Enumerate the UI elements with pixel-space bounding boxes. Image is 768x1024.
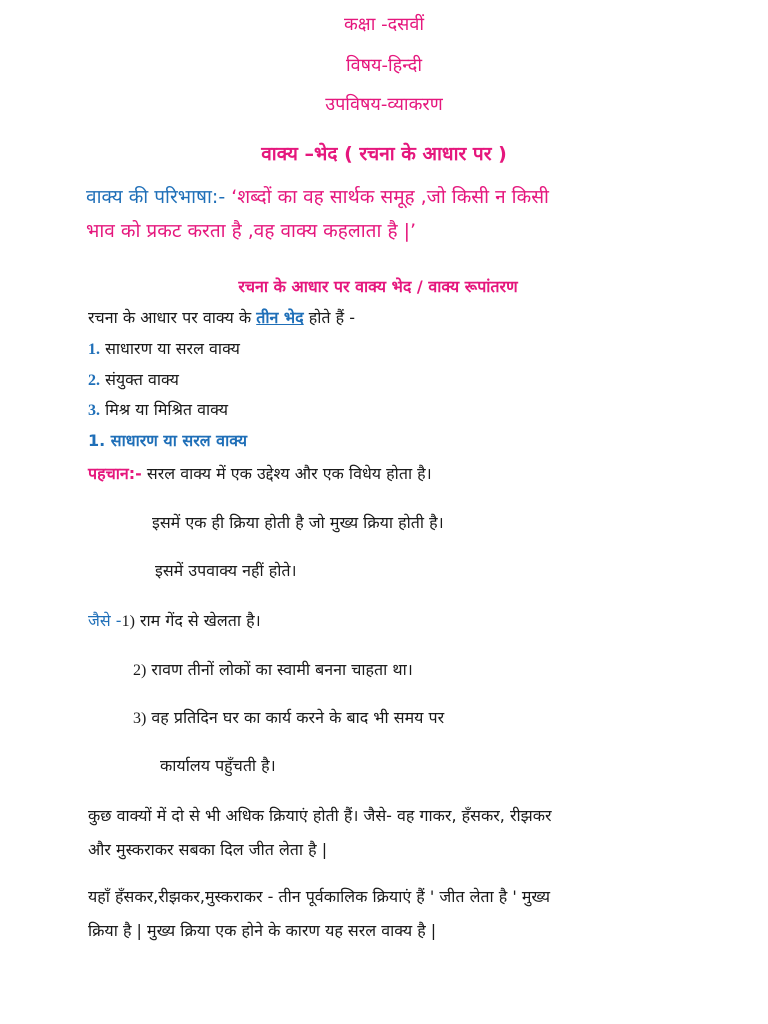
identification-point-3: इसमें उपवाक्य नहीं होते। (155, 561, 297, 580)
example-number: 2) (133, 662, 147, 679)
example-item (133, 706, 444, 728)
intro-before: रचना के आधार पर वाक्य के (88, 308, 257, 327)
example-number: 3) (133, 710, 147, 727)
list-label: मिश्र या मिश्रित वाक्य (100, 400, 228, 419)
identification-point-2: इसमें एक ही क्रिया होती है जो मुख्य क्रिया होती है। (152, 513, 444, 532)
list-label: साधारण या सरल वाक्य (100, 339, 240, 358)
example-item (88, 609, 261, 631)
identification-line (88, 462, 432, 484)
example-text: राम गेंद से खेलता है। (134, 611, 261, 630)
note-paragraph-1-line-1: कुछ वाक्यों में दो से भी अधिक क्रियाएं होती हैं। जैसे- वह गाकर, हँसकर, रीझकर (88, 806, 552, 825)
definition-line-1 (86, 183, 549, 209)
subject-line: विषय-हिन्दी (345, 55, 422, 76)
identification-label: पहचान:- (88, 464, 142, 483)
definition-label: वाक्य की परिभाषा:- (86, 186, 226, 208)
definition-text-2: भाव को प्रकट करता है ,वह वाक्य कहलाता है |’ (86, 220, 417, 242)
examples-label: जैसे - (88, 611, 122, 630)
list-item (88, 398, 228, 420)
class-line: कक्षा -दसवीं (343, 14, 424, 35)
subtopic-line: उपविषय-व्याकरण (325, 94, 443, 115)
example-continuation: कार्यालय पहुँचती है। (160, 756, 276, 775)
types-intro (88, 306, 355, 328)
list-item (88, 337, 240, 359)
list-number: 3. (88, 402, 100, 419)
list-item (88, 368, 179, 390)
definition-text-1: ‘शब्दों का वह सार्थक समूह ,जो किसी न किसी (225, 186, 549, 208)
note-paragraph-2-line-2: क्रिया है | मुख्य क्रिया एक होने के कारण यह सरल वाक्य है | (88, 921, 437, 940)
list-number: 1. (88, 341, 100, 358)
intro-after: होते हैं - (303, 308, 355, 327)
example-number: 1) (121, 613, 135, 630)
example-text: वह प्रतिदिन घर का कार्य करने के बाद भी समय पर (146, 708, 445, 727)
note-paragraph-1-line-2: और मुस्कराकर सबका दिल जीत लेता है | (88, 840, 328, 859)
note-paragraph-2-line-1: यहाँ हँसकर,रीझकर,मुस्कराकर - तीन पूर्वकालिक क्रियाएं हैं ' जीत लेता है ' मुख्य (88, 887, 551, 906)
three-types-link[interactable]: तीन भेद (256, 308, 304, 327)
example-item (133, 658, 413, 680)
example-text: रावण तीनों लोकों का स्वामी बनना चाहता था। (146, 660, 413, 679)
list-number: 2. (88, 372, 100, 389)
topic-heading: वाक्य –भेद ( रचना के आधार पर ) (261, 143, 507, 165)
section-heading: रचना के आधार पर वाक्य भेद / वाक्य रूपांतरण (238, 277, 518, 296)
list-label: संयुक्त वाक्य (100, 370, 179, 389)
simple-sentence-heading: 1. साधारण या सरल वाक्य (88, 431, 248, 450)
identification-point-1: सरल वाक्य में एक उद्देश्य और एक विधेय होता है। (141, 464, 432, 483)
